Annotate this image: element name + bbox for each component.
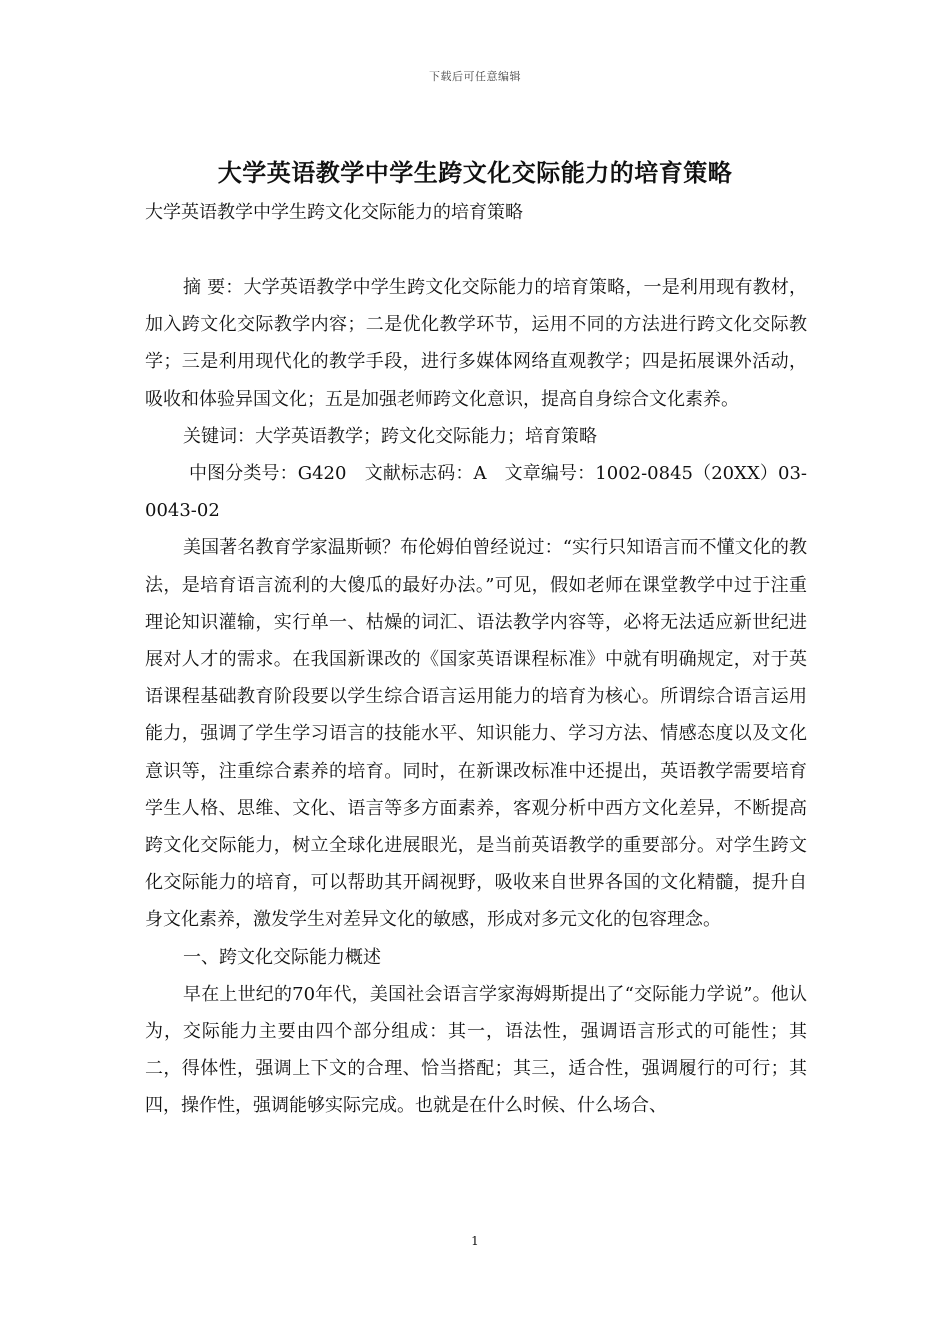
- document-body: [145, 269, 807, 1125]
- classification-line: 中图分类号：G420 文献标志码：A 文章编号：1002-0845（20XX）03-0043-02: [145, 463, 807, 522]
- body-paragraph: 早在上世纪的70年代，美国社会语言学家海姆斯提出了“交际能力学说”。他认为，交际能力主要由四个部分组成：其一，语法性，强调语言形式的可能性；其二，得体性，强调上下文的合理、恰当搭配；其三，适合性，强调履行的可行；其四，操作性，强调能够实际完成。也就是在什么时候、什么场合、: [145, 983, 807, 1117]
- section-heading: 一、跨文化交际能力概述: [183, 946, 381, 968]
- keywords-line: 关键词：大学英语教学；跨文化交际能力；培育策略: [183, 425, 597, 447]
- page-number: 1: [471, 1234, 479, 1248]
- document-subtitle: 大学英语教学中学生跨文化交际能力的培育策略: [145, 202, 523, 223]
- abstract-paragraph: 摘 要：大学英语教学中学生跨文化交际能力的培育策略，一是利用现有教材，加入跨文化交际教学内容；二是优化教学环节，运用不同的方法进行跨文化交际教学；三是利用现代化的教学手段，进行多媒体网络直观教学；四是拓展课外活动，吸收和体验异国文化；五是加强老师跨文化意识，提高自身综合文化素养。: [145, 277, 807, 410]
- document-title: 大学英语教学中学生跨文化交际能力的培育策略: [217, 158, 733, 187]
- body-paragraph: 美国著名教育学家温斯顿？布伦姆伯曾经说过：“实行只知语言而不懂文化的教法，是培育语言流利的大傻瓜的最好办法。”可见，假如老师在课堂教学中过于注重理论知识灌输，实行单一、枯燥的词汇、语法教学内容等，必将无法适应新世纪进展对人才的需求。在我国新课改的《国家英语课程标准》中就有明确规定，对于英语课程基础教育阶段要以学生综合语言运用能力的培育为核心。所谓综合语言运用能力，强调了学生学习语言的技能水平、知识能力、学习方法、情感态度以及文化意识等，注重综合素养的培育。同时，在新课改标准中还提出，英语教学需要培育学生人格、思维、文化、语言等多方面素养，客观分析中西方文化差异，不断提高跨文化交际能力，树立全球化进展眼光，是当前英语教学的重要部分。对学生跨文化交际能力的培育，可以帮助其开阔视野，吸收来自世界各国的文化精髓，提升自身文化素养，激发学生对差异文化的敏感，形成对多元文化的包容理念。: [145, 537, 807, 931]
- page-header-note: 下载后可任意编辑: [429, 70, 521, 83]
